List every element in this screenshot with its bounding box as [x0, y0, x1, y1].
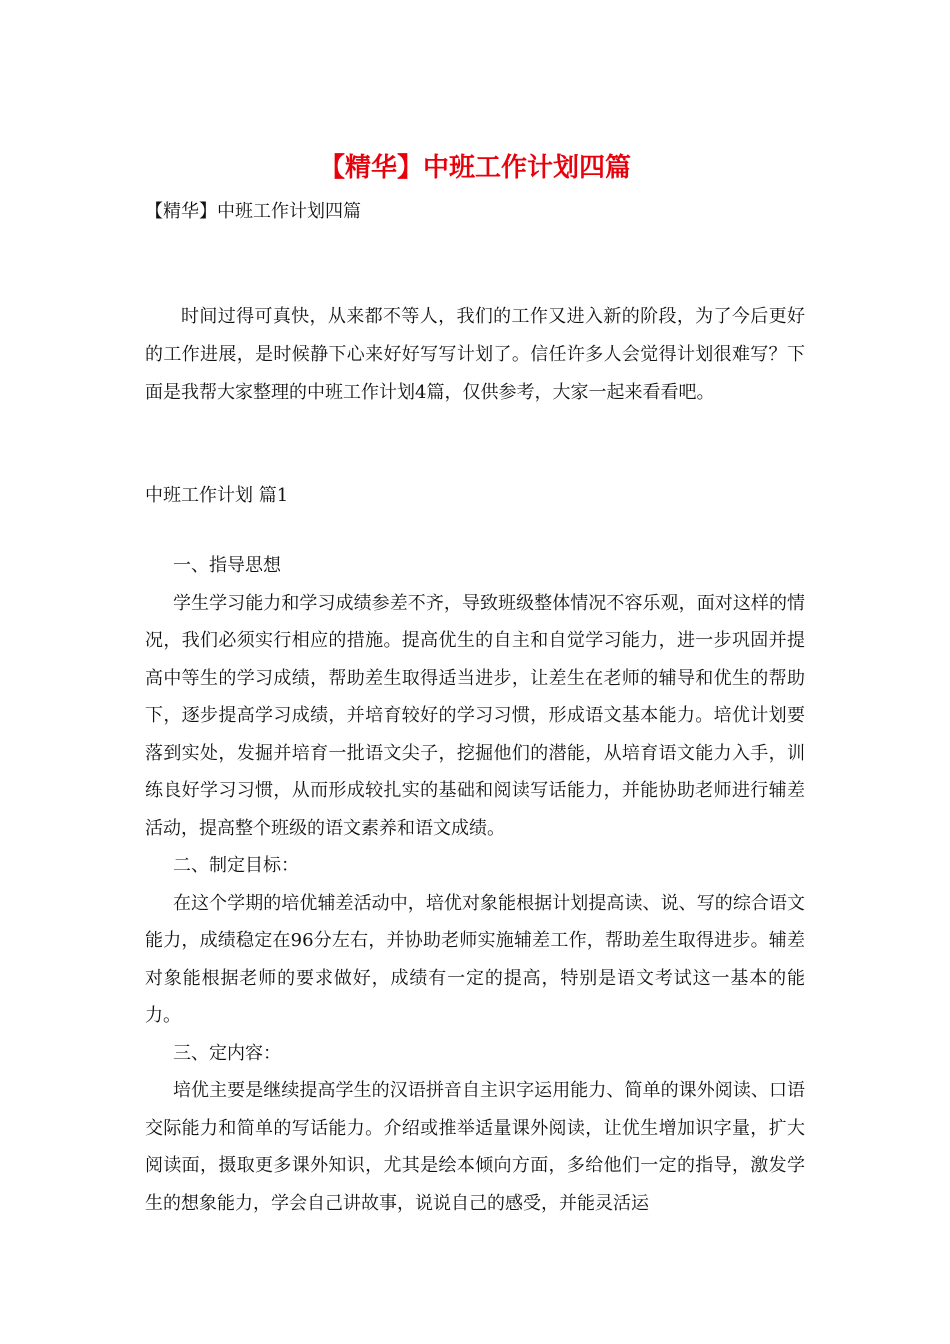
intro-paragraph: 时间过得可真快，从来都不等人，我们的工作又进入新的阶段，为了今后更好的工作进展，是时候静下心来好好写写计划了。信任许多人会觉得计划很难写？下面是我帮大家整理的中班工作计划4篇，仅供参考，大家一起来看看吧。: [145, 306, 805, 403]
section-body: [145, 547, 805, 1222]
section-heading: 中班工作计划 篇1: [145, 485, 289, 506]
document-subtitle: 【精华】中班工作计划四篇: [145, 201, 361, 222]
heading-set-content: 三、定内容：: [173, 1042, 281, 1064]
heading-set-goals: 二、制定目标：: [173, 855, 299, 876]
paragraph-set-goals: 在这个学期的培优辅差活动中，培优对象能根据计划提高读、说、写的综合语文能力，成绩稳定在96分左右，并协助老师实施辅差工作，帮助差生取得进步。辅差对象能根据老师的要求做好，成绩有一定的提高，特别是语文考试这一基本的能力。: [145, 892, 805, 1026]
document-title: 【精华】中班工作计划四篇: [318, 153, 631, 183]
paragraph-guiding-ideas: 学生学习能力和学习成绩参差不齐，导致班级整体情况不容乐观，面对这样的情况，我们必须实行相应的措施。提高优生的自主和自觉学习能力，进一步巩固并提高中等生的学习成绩，帮助差生取得适当进步，让差生在老师的辅导和优生的帮助下，逐步提高学习成绩，并培育较好的学习习惯，形成语文基本能力。培优计划要落到实处，发掘并培育一批语文尖子，挖掘他们的潜能，从培育语文能力入手，训练良好学习习惯，从而形成较扎实的基础和阅读写话能力，并能协助老师进行辅差活动，提高整个班级的语文素养和语文成绩。: [145, 592, 805, 839]
heading-guiding-ideas: 一、指导思想: [173, 555, 281, 576]
paragraph-set-content: 培优主要是继续提高学生的汉语拼音自主识字运用能力、简单的课外阅读、口语交际能力和简单的写话能力。介绍或推举适量课外阅读，让优生增加识字量，扩大阅读面，摄取更多课外知识，尤其是绘本倾向方面，多给他们一定的指导，激发学生的想象能力，学会自己讲故事，说说自己的感受，并能灵活运: [145, 1080, 805, 1214]
